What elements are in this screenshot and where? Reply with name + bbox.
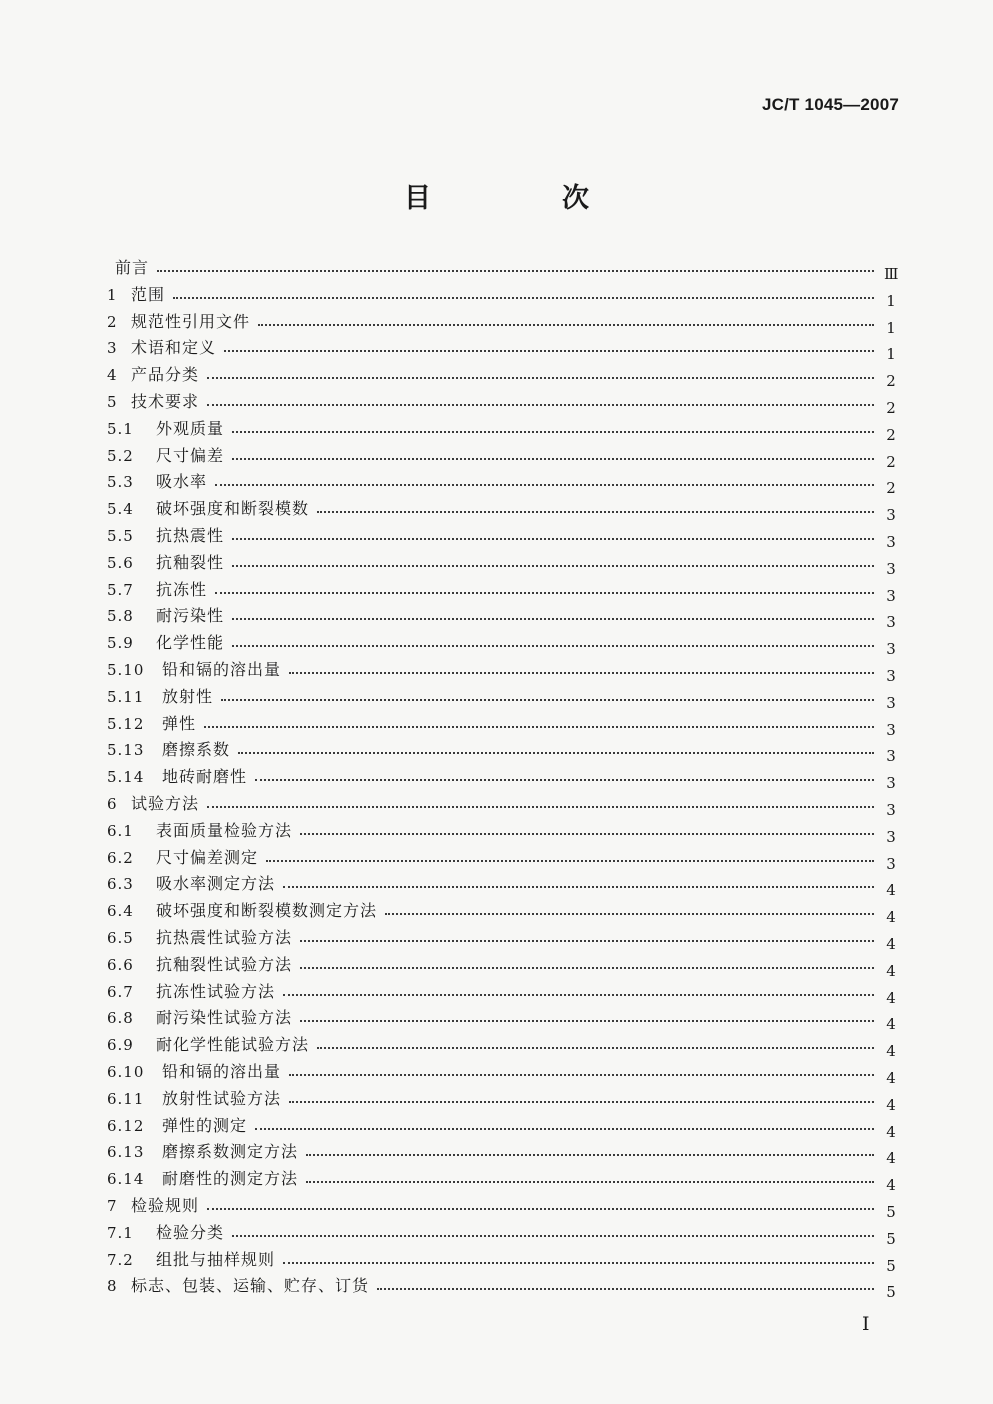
toc-entry-page: 3 (886, 640, 896, 659)
toc-entry-number: 5.14 (107, 768, 145, 787)
toc-entry[interactable] (0, 1166, 993, 1195)
dot-leader (317, 511, 874, 513)
toc-entry-page: 4 (886, 908, 896, 927)
toc-entry[interactable] (0, 550, 993, 576)
toc-entry-page: 3 (886, 506, 896, 525)
toc-entry-title: 表面质量检验方法 (156, 820, 293, 840)
toc-entry-page: 3 (886, 533, 896, 551)
toc-entry-title: 外观质量 (156, 418, 225, 438)
toc-entry-page: 3 (886, 586, 896, 605)
toc-entry-number: 6.1 (107, 821, 134, 840)
dot-leader (232, 645, 874, 647)
toc-entry-title: 放射性试验方法 (162, 1088, 282, 1108)
toc-entry-page: 3 (886, 613, 896, 632)
dot-leader (173, 297, 874, 299)
toc-entry[interactable] (0, 523, 993, 549)
dot-leader (283, 994, 874, 996)
toc-entry-title: 铅和镉的溶出量 (162, 1062, 282, 1081)
toc-entry-number: 5.1 (107, 419, 134, 438)
toc-entry[interactable] (0, 1139, 993, 1168)
toc-entry-title: 磨擦系数 (162, 740, 231, 760)
toc-entry-page: 3 (886, 801, 896, 819)
dot-leader (300, 967, 874, 969)
toc-entry[interactable] (0, 845, 993, 871)
toc-entry-title: 破坏强度和断裂模数 (156, 499, 310, 519)
dot-leader (266, 860, 874, 862)
toc-entry-page: 4 (886, 1042, 896, 1061)
toc-entry-number: 6.7 (107, 982, 134, 1001)
dot-leader (204, 726, 874, 728)
toc-entry[interactable] (0, 657, 993, 683)
dot-leader (377, 1288, 874, 1290)
toc-entry-number: 6.9 (107, 1036, 134, 1055)
toc-entry[interactable] (0, 898, 993, 927)
toc-entry[interactable] (0, 684, 993, 710)
toc-entry[interactable] (0, 577, 993, 603)
toc-entry-title: 吸水率测定方法 (156, 874, 276, 894)
dot-leader (283, 886, 874, 888)
dot-leader (300, 940, 874, 942)
dot-leader (317, 1047, 874, 1049)
toc-entry-title: 抗热震性 (156, 526, 225, 545)
toc-entry-page: 1 (886, 318, 896, 337)
toc-entry[interactable] (0, 925, 993, 951)
toc-entry-number: 5.12 (107, 714, 145, 733)
toc-entry-page: 3 (886, 559, 896, 578)
toc-entry-title: 弹性 (162, 713, 197, 733)
dot-leader (215, 484, 874, 486)
toc-entry[interactable] (0, 309, 993, 335)
toc-entry-page: 3 (886, 827, 896, 846)
dot-leader (207, 377, 874, 379)
toc-entry-number: 8 (107, 1277, 118, 1296)
toc-entry-page: 2 (886, 452, 896, 471)
toc-entry-title: 技术要求 (131, 392, 200, 411)
toc-entry[interactable] (0, 496, 993, 525)
dot-leader (207, 806, 874, 808)
toc-entry-page: 4 (886, 881, 896, 900)
toc-entry-page: 4 (886, 1176, 896, 1195)
toc-entry-page: 2 (886, 425, 896, 444)
toc-entry-title: 术语和定义 (131, 338, 217, 358)
toc-entry-page: 2 (886, 372, 896, 391)
toc-entry[interactable] (0, 711, 993, 737)
toc-entry-number: 6.14 (107, 1170, 145, 1189)
toc-entry[interactable] (0, 1059, 993, 1085)
toc-entry-page: 3 (886, 693, 896, 712)
toc-entry[interactable] (0, 1247, 993, 1273)
toc-entry-page: 2 (886, 479, 896, 498)
dot-leader (385, 913, 874, 915)
dot-leader (232, 458, 874, 460)
toc-entry-page: Ⅲ (884, 265, 899, 283)
dot-leader (157, 270, 874, 272)
toc-entry[interactable] (0, 952, 993, 978)
dot-leader (232, 565, 874, 567)
toc-entry-title: 抗冻性试验方法 (156, 981, 276, 1001)
toc-entry-number: 6.4 (107, 902, 134, 921)
toc-entry-page: 5 (886, 1283, 896, 1302)
toc-entry-page: 5 (886, 1229, 896, 1248)
toc-entry-title: 耐污染性试验方法 (156, 1008, 293, 1028)
toc-entry[interactable] (0, 335, 993, 364)
toc-entry[interactable] (0, 1273, 993, 1302)
toc-entry-title: 放射性 (162, 686, 214, 706)
toc-entry-title: 尺寸偏差测定 (156, 847, 259, 867)
toc-entry-number: 6 (107, 795, 118, 813)
toc-entry-title: 磨擦系数测定方法 (162, 1142, 299, 1162)
toc-entry-number: 1 (107, 285, 118, 304)
toc-entry-title: 破坏强度和断裂模数测定方法 (156, 901, 378, 921)
toc-entry-page: 4 (886, 1015, 896, 1034)
toc-entry-page: 4 (886, 1149, 896, 1168)
dot-leader (207, 1208, 874, 1210)
toc-entry-number: 5.5 (107, 527, 134, 545)
toc-entry-number: 6.11 (107, 1089, 145, 1108)
toc-entry-title: 组批与抽样规则 (156, 1249, 276, 1269)
toc-entry-number: 5.8 (107, 607, 134, 626)
dot-leader (255, 1128, 874, 1130)
toc-title: 目 次 (404, 183, 641, 214)
toc-entry[interactable] (0, 469, 993, 498)
dot-leader (306, 1154, 874, 1156)
toc-entry-title: 尺寸偏差 (156, 445, 225, 465)
toc-entry-title: 试验方法 (131, 794, 200, 813)
dot-leader (224, 350, 874, 352)
toc-entry-number: 6.10 (107, 1063, 145, 1081)
dot-leader (238, 752, 874, 754)
toc-entry[interactable] (0, 764, 993, 793)
toc-entry[interactable] (0, 1193, 993, 1219)
toc-entry-page: 3 (886, 667, 896, 685)
toc-entry[interactable] (0, 282, 993, 308)
toc-entry-number: 5.4 (107, 500, 134, 519)
toc-entry[interactable] (0, 871, 993, 900)
toc-entry-number: 2 (107, 312, 118, 331)
toc-entry-title: 检验分类 (156, 1222, 225, 1242)
toc-entry-title: 抗釉裂性试验方法 (156, 954, 293, 974)
toc-entry-number: 5.6 (107, 553, 134, 572)
dot-leader (207, 404, 874, 406)
dot-leader (283, 1262, 874, 1264)
toc-entry-number: 3 (107, 339, 118, 358)
toc-entry-title: 规范性引用文件 (131, 311, 251, 331)
toc-entry-page: 4 (886, 1095, 896, 1114)
toc-entry-number: 6.8 (107, 1009, 134, 1028)
dot-leader (289, 672, 874, 674)
toc-entry-page: 1 (886, 291, 896, 310)
toc-entry-number: 5.9 (107, 634, 134, 653)
dot-leader (232, 431, 874, 433)
toc-entry-page: 3 (886, 854, 896, 873)
toc-entry[interactable] (0, 791, 993, 817)
toc-entry-page: 2 (886, 399, 896, 417)
dot-leader (215, 592, 874, 594)
dot-leader (300, 1020, 874, 1022)
toc-entry[interactable] (0, 1113, 993, 1139)
toc-entry-number: 5.11 (107, 687, 145, 706)
toc-entry-page: 1 (886, 345, 896, 364)
toc-entry-number: 6.13 (107, 1143, 145, 1162)
toc-entry-title: 范围 (131, 284, 166, 304)
toc-entry-number: 5.2 (107, 446, 134, 465)
toc-entry-page: 3 (886, 747, 896, 766)
toc-entry-number: 6.6 (107, 955, 134, 974)
toc-entry-page: 4 (886, 988, 896, 1007)
toc-entry-number: 6.3 (107, 875, 134, 894)
dot-leader (221, 699, 874, 701)
toc-entry[interactable] (0, 1086, 993, 1112)
toc-entry[interactable] (0, 443, 993, 469)
toc-entry[interactable] (0, 818, 993, 844)
dot-leader (289, 1074, 874, 1076)
toc-entry-number: 5.10 (107, 661, 145, 679)
toc-entry-title: 耐污染性 (156, 606, 225, 626)
standard-code: JC/T 1045—2007 (762, 95, 899, 114)
dot-leader (232, 618, 874, 620)
toc-entry[interactable] (0, 737, 993, 766)
page-number: I (862, 1313, 870, 1335)
toc-entry-title: 抗热震性试验方法 (156, 928, 293, 947)
toc-entry-page: 3 (886, 720, 896, 739)
toc-entry-number: 7.1 (107, 1223, 134, 1242)
toc-entry-title: 抗冻性 (156, 579, 208, 599)
toc-entry-title: 耐磨性的测定方法 (162, 1169, 299, 1189)
dot-leader (300, 833, 874, 835)
toc-entry-page: 3 (886, 774, 896, 793)
toc-entry-title: 标志、包装、运输、贮存、订货 (131, 1276, 370, 1296)
toc-entry-number: 6.5 (107, 929, 134, 947)
toc-entry-title: 耐化学性能试验方法 (156, 1035, 310, 1055)
toc-entry-number: 6.12 (107, 1116, 145, 1135)
toc-entry-title: 检验规则 (131, 1196, 200, 1215)
toc-entry-title: 地砖耐磨性 (162, 767, 248, 787)
toc-entry-title: 产品分类 (131, 365, 200, 385)
toc-entry-number: 4 (107, 366, 118, 385)
toc-entry-page: 5 (886, 1203, 896, 1221)
toc-entry-number: 5.7 (107, 580, 134, 599)
dot-leader (258, 324, 874, 326)
dot-leader (232, 538, 874, 540)
toc-entry[interactable] (0, 416, 993, 442)
toc-entry-title: 化学性能 (156, 633, 225, 653)
toc-entry-page: 4 (886, 935, 896, 953)
toc-entry-title: 铅和镉的溶出量 (162, 660, 282, 679)
dot-leader (255, 779, 874, 781)
toc-entry-title: 抗釉裂性 (156, 552, 225, 572)
toc-entry[interactable] (0, 1032, 993, 1061)
toc-entry[interactable] (0, 603, 993, 632)
toc-entry-title: 弹性的测定 (162, 1115, 248, 1135)
toc-entry-number: 7.2 (107, 1250, 134, 1269)
toc-entry-page: 4 (886, 961, 896, 980)
toc-entry[interactable] (0, 362, 993, 391)
toc-entry-page: 4 (886, 1069, 896, 1087)
toc-entry[interactable] (0, 1220, 993, 1246)
toc-entry-title: 吸水率 (156, 472, 208, 492)
dot-leader (289, 1101, 874, 1103)
toc-entry-page: 4 (886, 1122, 896, 1141)
toc-entry[interactable] (0, 630, 993, 659)
toc-entry-number: 6.2 (107, 848, 134, 867)
toc-entry-title: 前言 (115, 258, 150, 277)
toc-entry-number: 5.13 (107, 741, 145, 760)
toc-entry[interactable] (0, 1005, 993, 1034)
toc-entry[interactable] (0, 389, 993, 415)
toc-entry[interactable] (0, 255, 993, 281)
toc-entry-number: 5.3 (107, 473, 134, 492)
toc-entry-number: 5 (107, 393, 118, 411)
dot-leader (306, 1181, 874, 1183)
toc-entry-number: 7 (107, 1197, 118, 1215)
toc-entry[interactable] (0, 979, 993, 1005)
dot-leader (232, 1235, 874, 1237)
toc-entry-page: 5 (886, 1256, 896, 1275)
